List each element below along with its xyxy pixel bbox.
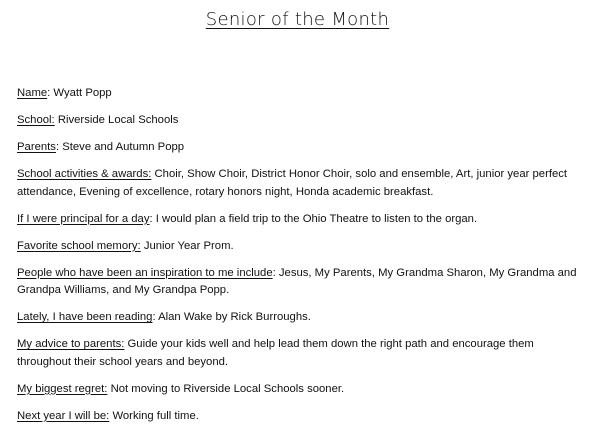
entry-label: Lately, I have been reading	[17, 311, 153, 323]
entry-regret	[17, 381, 587, 399]
profile-entries	[17, 85, 587, 435]
entry-separator: :	[149, 212, 156, 225]
entry-label: School:	[17, 114, 55, 126]
entry-label: People who have been an inspiration to me include	[17, 266, 273, 279]
entry-memory	[17, 238, 587, 256]
entry-label: Parents	[17, 141, 56, 153]
entry-inspiration	[17, 265, 587, 300]
entry-value: Steve and Autumn Popp	[62, 141, 185, 153]
entry-label: Next year I will be:	[17, 409, 110, 422]
entry-name	[17, 85, 587, 103]
entry-value: Guide your kids well and help lead them down the right path and encourage them throughout their school years and beyond.	[17, 338, 534, 368]
entry-label: My biggest regret:	[17, 382, 108, 395]
entry-value: Choir, Show Choir, District Honor Choir, solo and ensemble, Art, junior year perfect attendance, Evening of excellence, rotary honors night, Honda academic breakfast.	[17, 168, 568, 198]
entry-value: Jesus, My Parents, My Grandma Sharon, My Grandma and Grandpa Williams, and My Grandpa Popp.	[17, 266, 577, 296]
entry-separator: :	[272, 266, 279, 279]
entry-label: School activities & awards:	[17, 168, 152, 180]
page-title: Senior of the Month	[205, 9, 390, 30]
entry-value: Wyatt Popp	[53, 87, 112, 99]
entry-value: Not moving to Riverside Local Schools sooner.	[110, 382, 345, 395]
entry-separator: :	[55, 141, 63, 153]
entry-value: Junior Year Prom.	[143, 239, 234, 252]
entry-next-year	[17, 408, 587, 426]
entry-label: If I were principal for a day	[17, 212, 150, 225]
entry-value: Alan Wake by Rick Burroughs.	[158, 311, 311, 323]
entry-label: Name	[17, 87, 48, 99]
entry-school	[17, 112, 587, 130]
entry-activities	[17, 166, 587, 201]
entry-value: Working full time.	[112, 409, 199, 422]
entry-label: My advice to parents:	[17, 338, 125, 350]
entry-label: Favorite school memory:	[17, 239, 141, 252]
entry-separator: :	[152, 311, 159, 323]
entry-advice	[17, 336, 587, 371]
entry-reading	[17, 309, 587, 327]
entry-principal	[17, 211, 587, 229]
entry-value: I would plan a field trip to the Ohio Theatre to listen to the organ.	[155, 212, 478, 225]
entry-value: Riverside Local Schools	[57, 114, 179, 126]
entry-separator: :	[47, 87, 54, 99]
entry-parents	[17, 139, 587, 157]
